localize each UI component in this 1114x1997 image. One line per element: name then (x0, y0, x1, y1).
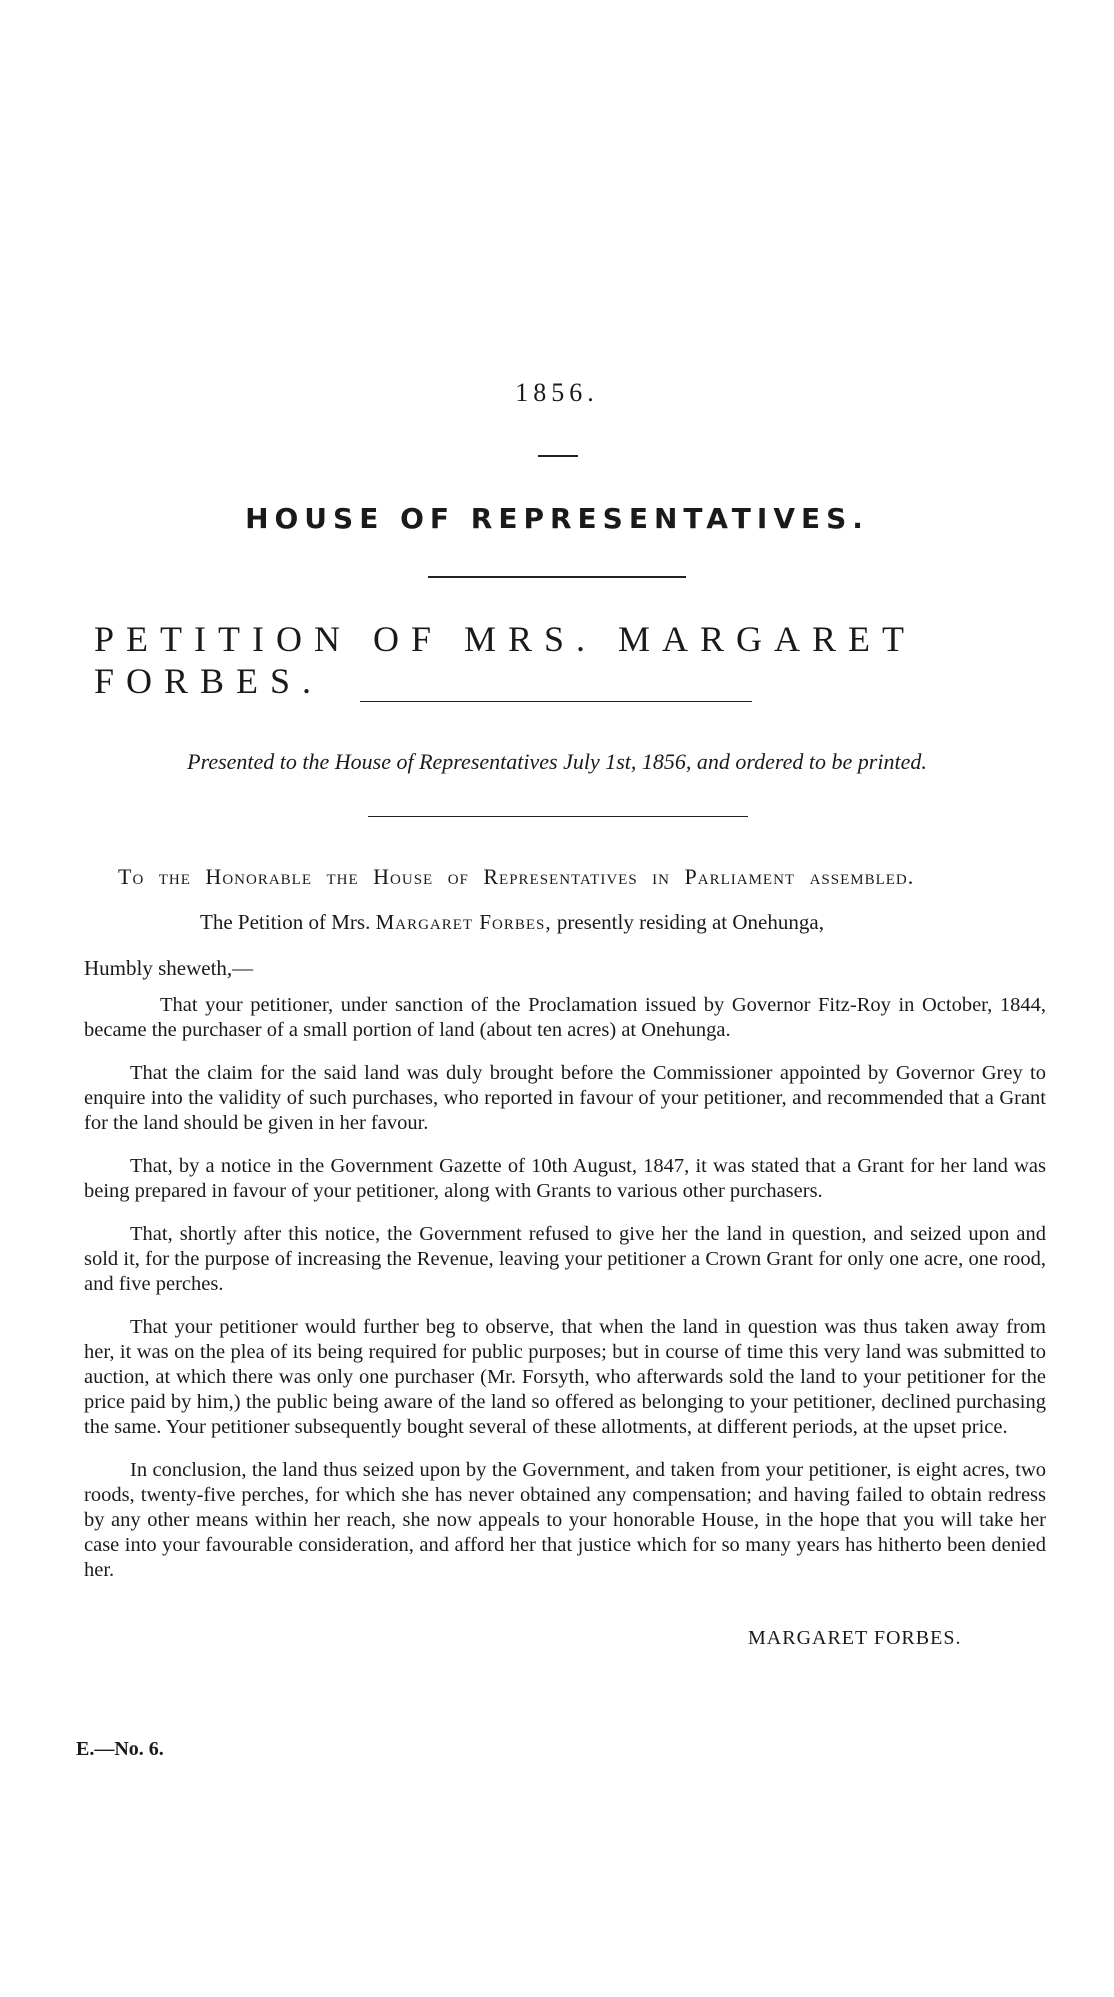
petition-title: PETITION OF MRS. MARGARET FORBES. (94, 619, 916, 701)
petition-intro (200, 910, 1020, 935)
year-heading: 1856. (515, 378, 599, 407)
divider-1 (428, 576, 686, 578)
document-reference: E.—No. 6. (76, 1738, 164, 1760)
paragraph-2: That the claim for the said land was duly brought before the Commissioner appointed by Governor Grey to enquire into the validity of such purchases, who reported in favour of your petitioner, and recommended that a Grant for the land should be given in her favour. (84, 1062, 1046, 1134)
sheweth-line: Humbly sheweth,— (84, 956, 254, 980)
intro-suffix: presently residing at Onehunga, (556, 910, 824, 934)
divider-2 (360, 701, 752, 702)
intro-prefix: The Petition of Mrs. (200, 910, 371, 934)
petitioner-name: Margaret Forbes, (375, 910, 552, 934)
house-heading: HOUSE OF REPRESENTATIVES. (245, 502, 869, 535)
paragraph-6: In conclusion, the land thus seized upon by the Government, and taken from your petitioner, is eight acres, two roods, twenty-five perches, for which she has never obtained any compensation; and having failed to obtain redress by any other means within her reach, she now appeals to your honorable House, in the hope that you will take her case into your favourable consideration, and afford her that justice which for so many years has hitherto been denied her. (84, 1459, 1046, 1581)
paragraph-3: That, by a notice in the Government Gazette of 10th August, 1847, it was stated that a Grant for her land was being prepared in favour of your petitioner, along with Grants to various other purchasers. (84, 1155, 1046, 1202)
divider-3 (368, 816, 748, 817)
divider-short (538, 455, 578, 457)
paragraph-1: That your petitioner, under sanction of the Proclamation issued by Governor Fitz-Roy in October, 1844, became the purchaser of a small portion of land (about ten acres) at Onehunga. (84, 994, 1046, 1041)
signature: MARGARET FORBES. (748, 1627, 962, 1649)
presented-note: Presented to the House of Representatives July 1st, 1856, and ordered to be printed. (187, 749, 927, 774)
paragraph-4: That, shortly after this notice, the Government refused to give her the land in question, and seized upon and sold it, for the purpose of increasing the Revenue, leaving your petitioner a Crown Grant for only one acre, one rood, and five perches. (84, 1223, 1046, 1295)
petition-body (84, 993, 1046, 1601)
paragraph-5: That your petitioner would further beg to observe, that when the land in question was thus taken away from her, it was on the plea of its being required for public purposes; but in course of time this very land was submitted to auction, at which there was only one purchaser (Mr. Forsyth, who afterwards sold the land to your petitioner for the price paid by him,) the public being aware of the land so offered as belonging to your petitioner, declined purchasing the same. Your petitioner subsequently bought several of these allotments, at different periods, at the upset price. (84, 1316, 1046, 1438)
addressee-line: To the Honorable the House of Representatives in Parliament assembled. (118, 864, 915, 889)
